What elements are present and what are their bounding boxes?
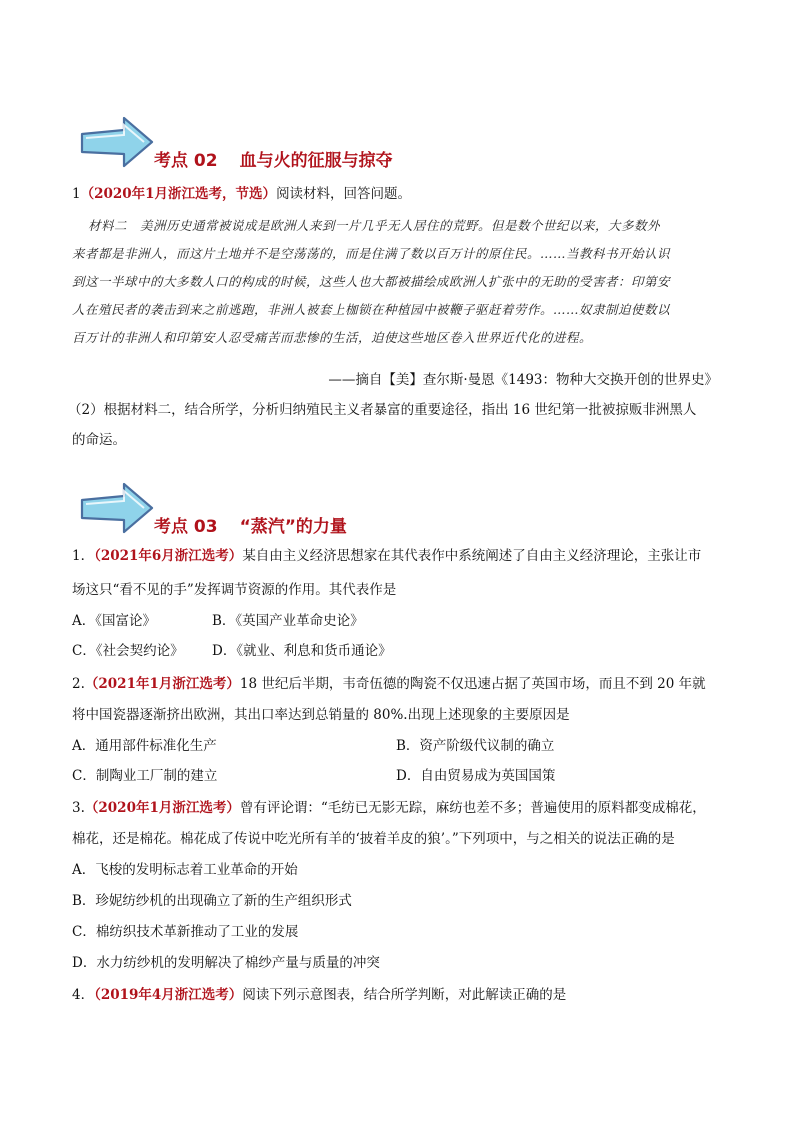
question-stem: 阅读材料，回答问题。: [276, 186, 412, 202]
citation: ——摘自【美】查尔斯·曼恩《1493：物种大交换开创的世界史》: [328, 372, 718, 388]
kaodian-label: 考点 03: [154, 517, 218, 537]
option-d[interactable]: D．《就业、利息和货币通论》: [212, 643, 392, 659]
question-03-3: [72, 798, 706, 818]
option-d[interactable]: D．水力纺纱机的发明解决了棉纱产量与质量的冲突: [72, 955, 380, 971]
question-source: （2019年4月浙江选考）: [94, 987, 243, 1003]
question-number: 1: [72, 186, 81, 202]
question-02-1: [72, 184, 411, 204]
question-number: 1．: [72, 548, 95, 564]
question-source: （2020年1月浙江选考）: [84, 800, 240, 816]
question-stem-line: 棉花，还是棉花。棉花成了传说中吃光所有羊的‘披着羊皮的狼’。”下列项中，与之相关的说法正确的是: [72, 831, 675, 847]
kaodian-label: 考点 02: [154, 151, 218, 171]
section-title-02: [154, 146, 393, 171]
question-03-2: [72, 674, 706, 694]
section-header-02: [78, 112, 718, 182]
material-line: 百万计的非洲人和印第安人忍受痛苦而悲惨的生活，迫使这些地区卷入世界近代化的进程。: [72, 330, 593, 345]
question-stem: 阅读下列示意图表，结合所学判断，对此解读正确的是: [242, 987, 567, 1003]
section-header-03: [78, 478, 718, 548]
sub-question-line: 的命运。: [72, 432, 126, 448]
question-number: 4．: [72, 987, 95, 1003]
option-a[interactable]: A．通用部件标准化生产: [72, 738, 217, 754]
question-source: （2021年1月浙江选考）: [84, 676, 240, 692]
question-source: （2021年6月浙江选考）: [94, 548, 243, 564]
arrow-icon: [78, 112, 156, 172]
section-title-03: [154, 512, 347, 537]
material-line: 到这一半球中的大多数人口的构成的时候，这些人也大都被描绘成欧洲人扩张中的无助的受害者：印第安: [72, 274, 671, 289]
section-title-text: “蒸汽”的力量: [239, 517, 347, 537]
question-stem-line: 将中国瓷器逐渐挤出欧洲，其出口率达到总销量的 80%.出现上述现象的主要原因是: [72, 707, 570, 723]
section-title-text: 血与火的征服与掠夺: [239, 151, 393, 171]
question-number: 2.: [72, 676, 85, 692]
option-c[interactable]: C．《社会契约论》: [72, 643, 184, 659]
question-stem: 18 世纪后半期，韦奇伍德的陶瓷不仅迅速占据了英国市场，而且不到 20 年就: [239, 676, 706, 692]
question-stem: 某自由主义经济思想家在其代表作中系统阐述了自由主义经济理论，主张让市: [242, 548, 702, 564]
option-a[interactable]: A．飞梭的发明标志着工业革命的开始: [72, 862, 298, 878]
option-a[interactable]: A．《国富论》: [72, 613, 156, 629]
option-c[interactable]: C．制陶业工厂制的建立: [72, 768, 218, 784]
question-03-4: [72, 985, 566, 1005]
option-d[interactable]: D．自由贸易成为英国国策: [396, 768, 556, 784]
question-number: 3.: [72, 800, 85, 816]
option-b[interactable]: B．资产阶级代议制的确立: [396, 738, 555, 754]
option-c[interactable]: C．棉纺织技术革新推动了工业的发展: [72, 924, 299, 940]
material-line: 材料二 美洲历史通常被说成是欧洲人来到一片几乎无人居住的荒野。但是数个世纪以来，大多数外: [88, 218, 661, 233]
arrow-icon: [78, 478, 156, 538]
question-03-1: [72, 546, 701, 566]
option-b[interactable]: B．珍妮纺纱机的出现确立了新的生产组织形式: [72, 893, 352, 909]
material-line: 人在殖民者的袭击到来之前逃跑，非洲人被套上枷锁在种植园中被鞭子驱赶着劳作。……奴隶制迫使数以: [72, 302, 671, 317]
material-line: 来者都是非洲人，而这片土地并不是空荡荡的，而是住满了数以百万计的原住民。……当教科书开始认识: [72, 246, 671, 261]
question-stem: 曾有评论谓：“毛纺已无影无踪，麻纺也差不多；普遍使用的原料都变成棉花，: [239, 800, 706, 816]
question-stem-line: 场这只“看不见的手”发挥调节资源的作用。其代表作是: [72, 582, 397, 598]
question-source: （2020年1月浙江选考，节选）: [80, 186, 277, 202]
sub-question-line: （2）根据材料二，结合所学，分析归纳殖民主义者暴富的重要途径，指出 16 世纪第一批被掠贩非洲黑人: [68, 402, 697, 418]
option-b[interactable]: B．《英国产业革命史论》: [212, 613, 364, 629]
